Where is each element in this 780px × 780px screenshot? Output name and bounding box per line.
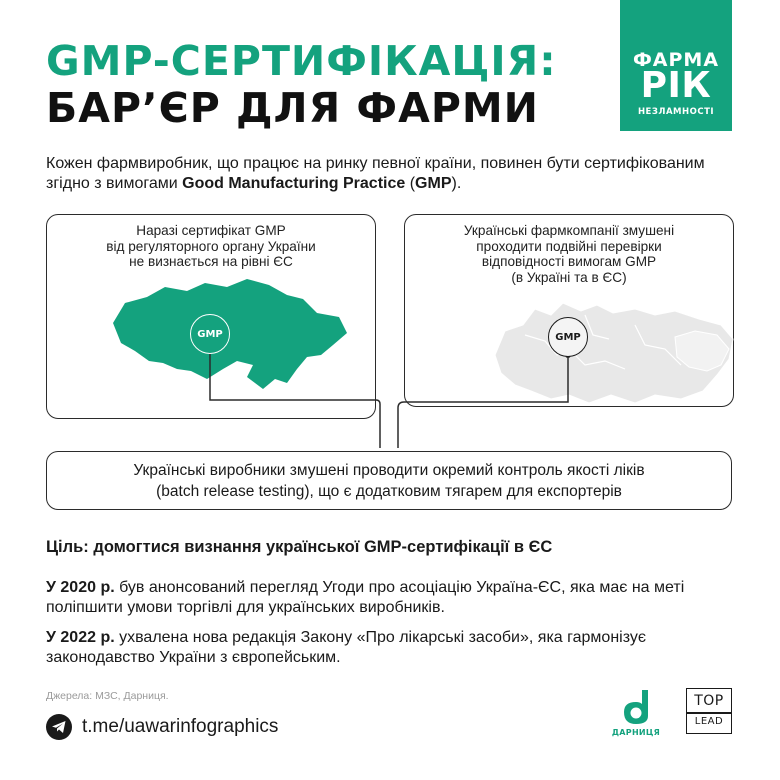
toplead-line-2: LEAD [694,715,724,727]
darnitsa-label: ДАРНИЦЯ [611,728,661,737]
paragraph-2022-text: ухвалена нова редакція Закону «Про лікарські засоби», яка гармонізує законодавство України з європейським. [46,629,647,666]
sources-note: Джерела: МЗС, Дарниця. [46,690,169,702]
toplead-line-1: TOP [694,693,724,709]
darnitsa-logo [606,688,666,740]
telegram-icon [46,714,72,740]
telegram-link[interactable] [46,714,278,740]
card-right-line-4: (в Україні та в ЄС) [511,269,627,285]
card-left-line-2: від регуляторного органу України [106,238,316,254]
logo-line-3: НЕЗЛАМНОСТІ [637,107,715,117]
intro-bold-term: Good Manufacturing Practice [182,175,406,192]
gmp-badge-eu: GMP [548,317,588,357]
title-line-2: БАР’ЄР ДЛЯ ФАРМИ [46,84,539,132]
card-right-line-1: Українські фармкомпанії змушені [463,223,675,238]
bottom-card-line-1: Українські виробники змушені проводити окремий контроль якості ліків [133,462,645,479]
title-line-1: GMP-СЕРТИФІКАЦІЯ: [46,37,557,85]
card-batch-release [46,451,732,510]
bottom-card-line-2: (batch release testing), що є додатковим тягарем для експортерів [156,483,622,500]
card-left-line-1: Наразі сертифікат GMP [136,223,286,238]
telegram-url[interactable]: t.me/uawarinfographics [82,716,279,737]
logo-line-1: ФАРМА [632,49,720,71]
card-right-line-3: відповідності вимогам GMP [481,254,657,270]
card-left-line-3: не визнається на рівні ЄС [129,254,293,270]
intro-text-part: Кожен фармвиробник, що працює на ринку певної країни, повинен бути сертифікованим згідно з вимогами [46,155,705,192]
toplead-logo [686,688,732,734]
intro-text-part: ). [451,175,462,192]
gmp-badge-ukraine: GMP [190,314,230,354]
card-right-line-2: проходити подвійні перевірки [476,238,662,254]
paragraph-2022-year: У 2022 р. [46,629,115,646]
darnitsa-mark-icon [616,688,656,726]
goal-heading: Ціль: домогтися визнання української GMP-сертифікації в ЄС [46,538,553,556]
paragraph-2020-year: У 2020 р. [46,579,115,596]
paragraph-2020-text: був анонсований перегляд Угоди про асоціацію Україна-ЄС, яка має на меті поліпшити умови торгівлі для українських виробників. [46,579,685,616]
paragraph-2022 [46,628,736,668]
logo-line-2: РІК [640,65,712,106]
intro-text-part: ( [405,175,416,192]
intro-bold-abbr: GMP [415,175,452,192]
paragraph-2020 [46,578,736,618]
